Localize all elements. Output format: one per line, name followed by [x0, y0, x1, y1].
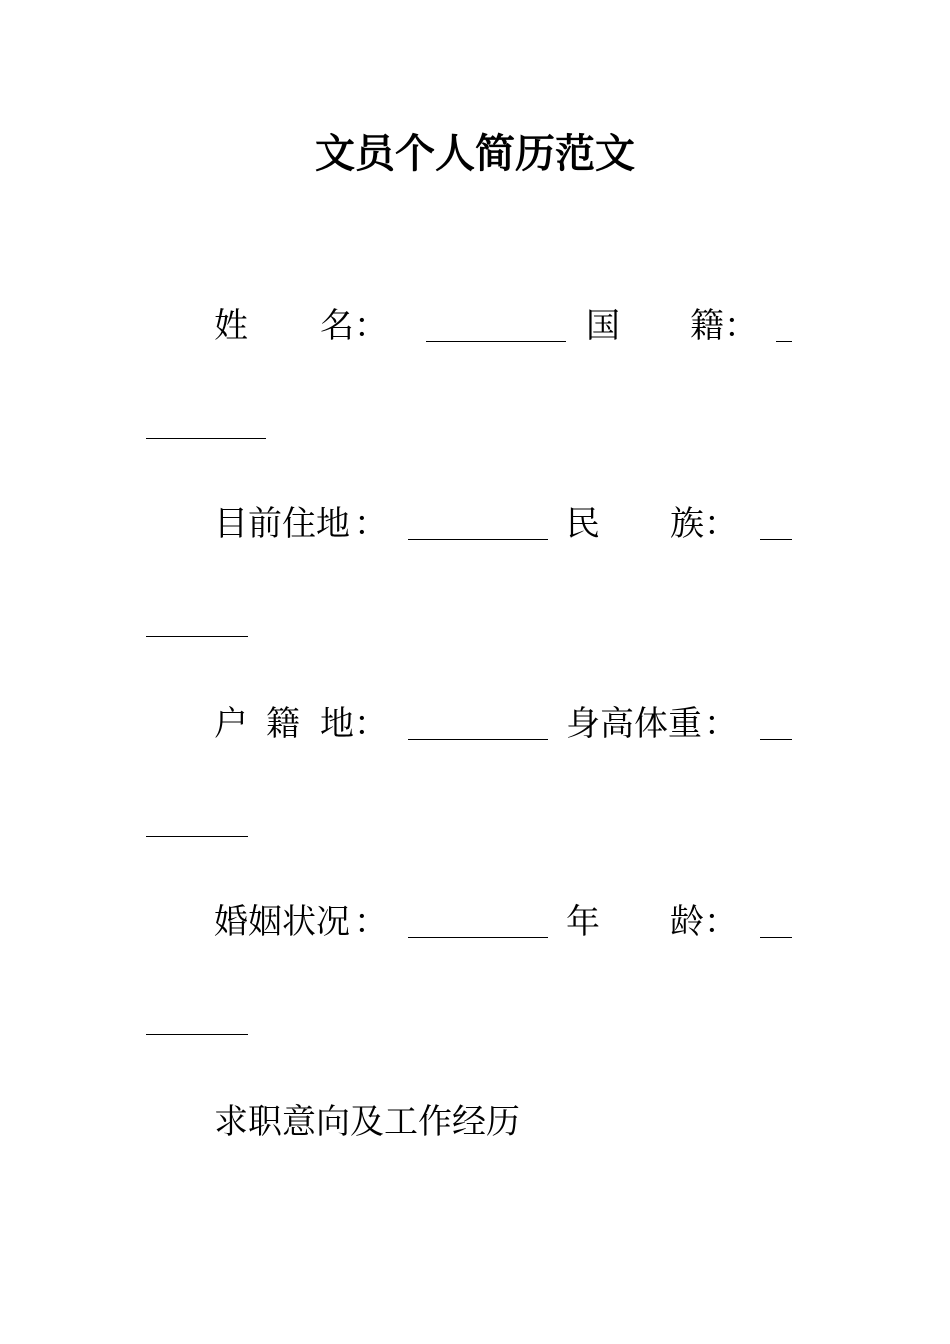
- section-heading-job-intent: 求职意向及工作经历: [214, 1102, 520, 1142]
- height-weight-blank-continued[interactable]: [146, 836, 248, 837]
- label-marital-status: 婚姻状况: [214, 902, 350, 942]
- label-hukou-char-3: 地: [320, 704, 354, 744]
- field-row-residence-ethnicity: [0, 502, 950, 546]
- label-hukou-char-1: 户: [214, 704, 248, 744]
- label-age-char-1: 年: [566, 902, 600, 942]
- hukou-blank[interactable]: [408, 739, 548, 740]
- field-row-marital-age: [0, 900, 950, 944]
- label-ethnicity-char-1: 民: [566, 504, 600, 544]
- label-name-colon: ：: [354, 306, 388, 346]
- ethnicity-blank-continued[interactable]: [146, 636, 248, 637]
- label-ethnicity-char-2: 族: [670, 504, 704, 544]
- label-age-colon: ：: [704, 902, 738, 942]
- ethnicity-blank-start[interactable]: [760, 539, 792, 540]
- field-row-hukou-height-weight: [0, 702, 950, 746]
- name-blank[interactable]: [426, 341, 566, 342]
- marital-status-blank[interactable]: [408, 937, 548, 938]
- residence-blank[interactable]: [408, 539, 548, 540]
- label-nationality-char-1: 国: [586, 306, 620, 346]
- label-ethnicity-colon: ：: [704, 504, 738, 544]
- label-height-weight-colon: ：: [704, 704, 738, 744]
- height-weight-blank-start[interactable]: [760, 739, 792, 740]
- label-residence-colon: ：: [354, 504, 388, 544]
- age-blank-start[interactable]: [760, 937, 792, 938]
- label-name-char-1: 姓: [214, 306, 248, 346]
- document-title: 文员个人简历范文: [315, 130, 635, 177]
- label-height-weight: 身高体重: [566, 704, 702, 744]
- label-nationality-char-2: 籍: [690, 306, 724, 346]
- nationality-blank-start[interactable]: [776, 341, 792, 342]
- label-age-char-2: 龄: [670, 902, 704, 942]
- label-hukou-char-2: 籍: [266, 704, 300, 744]
- label-hukou-colon: ：: [354, 704, 388, 744]
- field-row-name-nationality: [0, 304, 950, 348]
- nationality-blank-continued[interactable]: [146, 438, 266, 439]
- age-blank-continued[interactable]: [146, 1034, 248, 1035]
- label-residence: 目前住地: [214, 504, 350, 544]
- label-nationality-colon: ：: [724, 306, 758, 346]
- label-marital-colon: ：: [354, 902, 388, 942]
- label-name-char-2: 名: [320, 306, 354, 346]
